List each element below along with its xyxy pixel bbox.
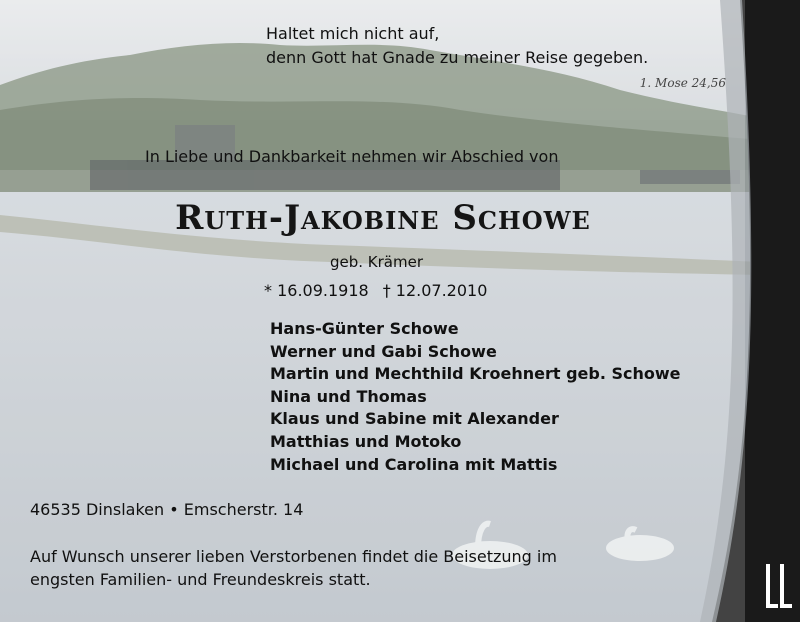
publisher-logo-icon xyxy=(763,560,795,612)
mourner: Hans-Günter Schowe xyxy=(270,319,459,338)
life-dates xyxy=(264,281,487,300)
intro-text: In Liebe und Dankbarkeit nehmen wir Abschied von xyxy=(145,147,559,166)
mourner: Werner und Gabi Schowe xyxy=(270,341,497,361)
deceased-name: Ruth-Jakobine Schowe xyxy=(175,198,591,238)
mourner: Michael und Carolina mit Mattis xyxy=(270,454,558,474)
mourners-list xyxy=(270,318,681,476)
burial-note-line-2: engsten Familien- und Freundeskreis statt. xyxy=(30,570,371,589)
mourner: Matthias und Motoko xyxy=(270,431,462,451)
burial-note-line-1: Auf Wunsch unserer lieben Verstorbenen findet die Beisetzung im xyxy=(30,547,557,566)
verse-line-2: denn Gott hat Gnade zu meiner Reise gegeben. xyxy=(266,48,649,67)
verse-line-1: Haltet mich nicht auf, xyxy=(266,24,440,43)
death-date: † 12.07.2010 xyxy=(382,281,488,300)
maiden-name: geb. Krämer xyxy=(330,253,424,271)
birth-date: * 16.09.1918 xyxy=(264,281,369,300)
address: 46535 Dinslaken • Emscherstr. 14 xyxy=(30,500,304,519)
mourner: Klaus und Sabine mit Alexander xyxy=(270,409,559,429)
mourner: Martin und Mechthild Kroehnert geb. Schowe xyxy=(270,364,681,384)
verse-reference: 1. Mose 24,56 xyxy=(639,76,726,90)
mourner: Nina und Thomas xyxy=(270,386,427,406)
